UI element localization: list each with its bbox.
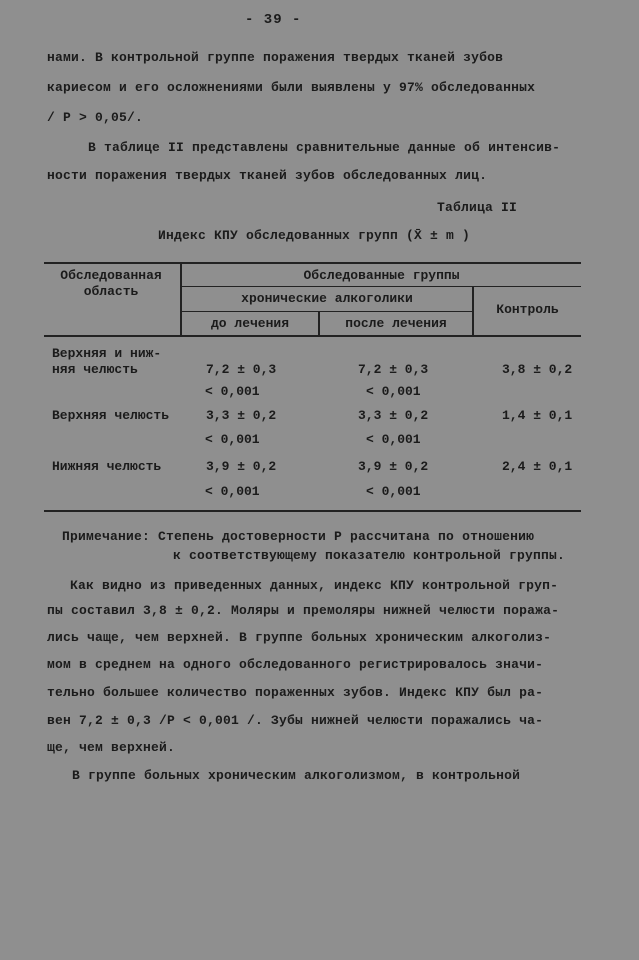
body-line: мом в среднем на одного обследованного регистрировалось значи-: [47, 657, 544, 672]
body-line: вен 7,2 ± 0,3 /P < 0,001 /. Зубы нижней челюсти поражались ча-: [47, 713, 544, 728]
header-before: до лечения: [210, 316, 289, 331]
header-chronic: хронические алкоголики: [241, 291, 413, 306]
body-line: кариесом и его осложнениями были выявлены у 97% обследованных: [47, 80, 536, 95]
row-before: 7,2 ± 0,3: [206, 362, 277, 377]
table-caption: Индекс КПУ обследованных групп (X̄ ± m ): [158, 228, 471, 243]
row-area: Верхняя челюсть: [52, 408, 170, 423]
header-area: Обследованная область: [60, 268, 162, 299]
row-before: 3,3 ± 0,2: [206, 408, 277, 423]
body-line: В таблице II представлены сравнительные данные об интенсив-: [88, 140, 561, 155]
row-before-p: < 0,001: [205, 384, 260, 399]
row-after-p: < 0,001: [366, 432, 421, 447]
body-line: / P > 0,05/.: [47, 110, 144, 125]
body-line: пы составил 3,8 ± 0,2. Моляры и премоляры нижней челюсти поража-: [47, 603, 560, 618]
table-label: Таблица II: [437, 200, 518, 215]
body-line: нами. В контрольной группе поражения твердых тканей зубов: [47, 50, 504, 65]
body-line: ще, чем верхней.: [47, 740, 176, 755]
row-control: 1,4 ± 0,1: [502, 408, 573, 423]
row-area: Нижняя челюсть: [52, 459, 162, 474]
row-control: 2,4 ± 0,1: [502, 459, 573, 474]
header-control: Контроль: [496, 302, 559, 317]
body-line: лись чаще, чем верхней. В группе больных хроническим алкоголиз-: [47, 630, 552, 645]
row-after-p: < 0,001: [366, 484, 421, 499]
table-note: Примечание: Степень достоверности P рассчитана по отношению: [62, 529, 535, 544]
page-number: - 39 -: [245, 12, 302, 28]
row-area: Верхняя и ниж- няя челюсть: [52, 346, 162, 377]
table-note: к соответствующему показателю контрольной группы.: [173, 548, 566, 563]
row-control: 3,8 ± 0,2: [502, 362, 573, 377]
body-line: ности поражения твердых тканей зубов обследованных лиц.: [47, 168, 488, 183]
body-line: Как видно из приведенных данных, индекс КПУ контрольной груп-: [70, 578, 559, 593]
row-after: 7,2 ± 0,3: [358, 362, 429, 377]
row-after-p: < 0,001: [366, 384, 421, 399]
body-line: тельно большее количество пораженных зубов. Индекс КПУ был ра-: [47, 685, 544, 700]
header-after: после лечения: [345, 316, 447, 331]
row-after: 3,3 ± 0,2: [358, 408, 429, 423]
row-before-p: < 0,001: [205, 484, 260, 499]
body-line: В группе больных хроническим алкоголизмом, в контрольной: [72, 768, 521, 783]
row-before: 3,9 ± 0,2: [206, 459, 277, 474]
row-before-p: < 0,001: [205, 432, 260, 447]
header-groups: Обследованные группы: [303, 268, 460, 283]
row-after: 3,9 ± 0,2: [358, 459, 429, 474]
